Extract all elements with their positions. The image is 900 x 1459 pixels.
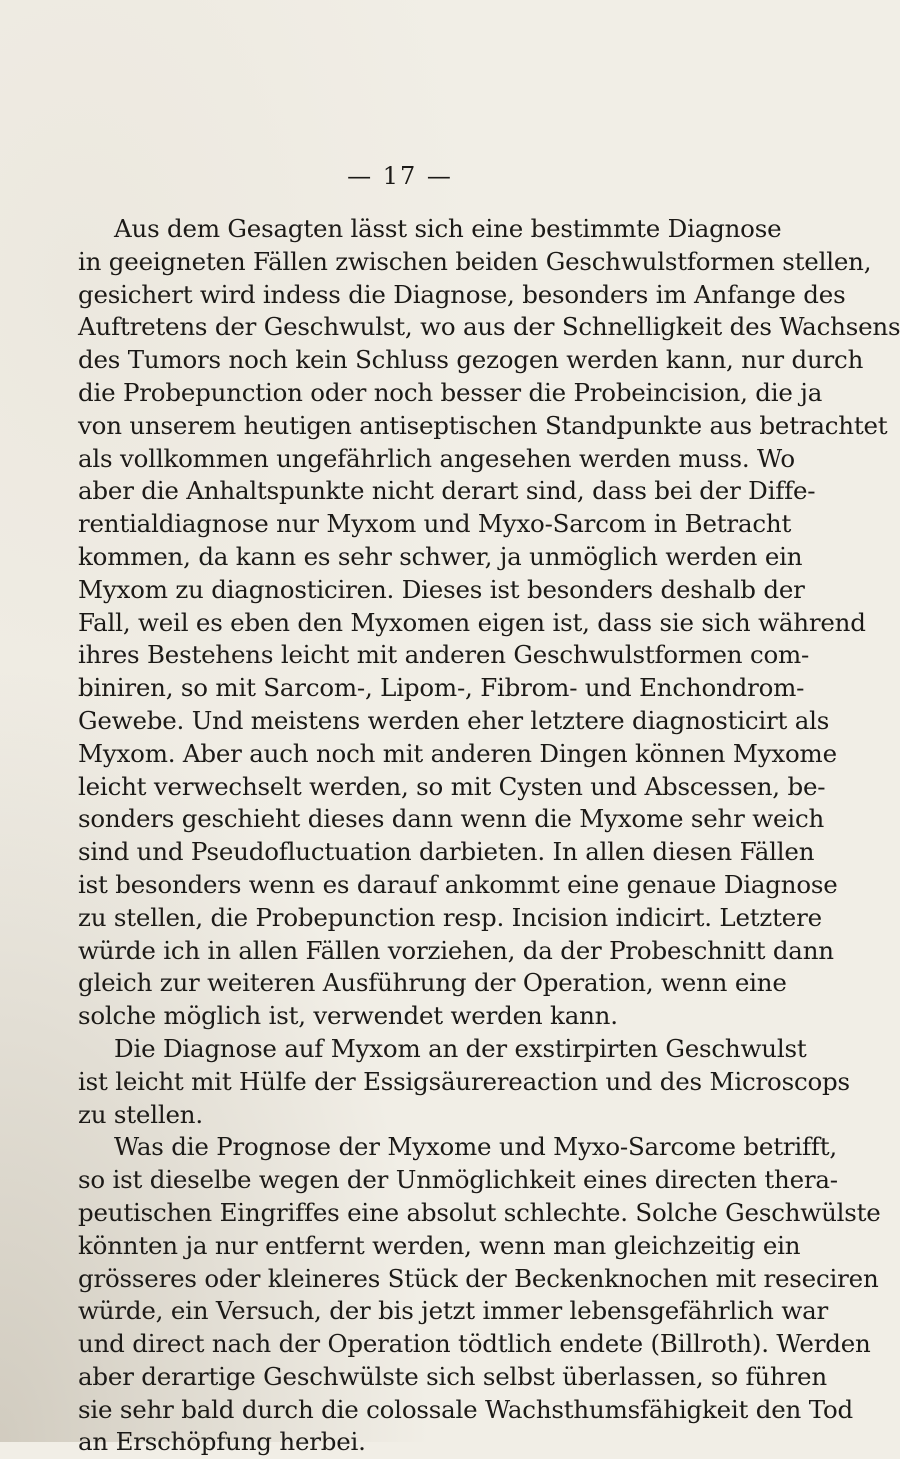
text-line: sie sehr bald durch die colossale Wachsthumsfähigkeit den Tod xyxy=(78,1394,853,1424)
text-line: Gewebe. Und meistens werden eher letztere diagnosticirt als xyxy=(78,705,830,735)
text-line: Myxom zu diagnosticiren. Dieses ist besonders deshalb der xyxy=(78,574,805,604)
text-line: kommen, da kann es sehr schwer, ja unmöglich werden ein xyxy=(78,541,803,571)
text-line: leicht verwechselt werden, so mit Cysten und Abscessen, be- xyxy=(78,771,826,801)
text-line: aber derartige Geschwülste sich selbst überlassen, so führen xyxy=(78,1361,827,1391)
text-line: Was die Prognose der Myxome und Myxo-Sarcome betrifft, xyxy=(114,1132,837,1162)
text-line: sonders geschieht dieses dann wenn die Myxome sehr weich xyxy=(78,804,825,834)
text-line: an Erschöpfung herbei. xyxy=(78,1427,366,1457)
text-line: Die Diagnose auf Myxom an der exstirpirten Geschwulst xyxy=(114,1033,807,1063)
page-number: — 17 — xyxy=(347,162,453,190)
body-text xyxy=(78,213,900,1459)
text-line: rentialdiagnose nur Myxom und Myxo-Sarcom in Betracht xyxy=(78,509,792,539)
text-line: die Probepunction oder noch besser die Probeincision, die ja xyxy=(78,377,823,407)
text-line: zu stellen, die Probepunction resp. Incision indicirt. Letztere xyxy=(78,902,822,932)
text-line: grösseres oder kleineres Stück der Beckenknochen mit reseciren xyxy=(78,1263,879,1293)
paragraph-prognosis xyxy=(78,1131,881,1459)
text-line: würde ich in allen Fällen vorziehen, da der Probeschnitt dann xyxy=(78,935,834,965)
text-line: gleich zur weiteren Ausführung der Operation, wenn eine xyxy=(78,968,787,998)
text-line: ist besonders wenn es darauf ankommt eine genaue Diagnose xyxy=(78,869,838,899)
text-line: und direct nach der Operation tödtlich endete (Billroth). Werden xyxy=(78,1329,871,1359)
text-line: so ist dieselbe wegen der Unmöglichkeit eines directen thera- xyxy=(78,1165,838,1195)
paragraph-microscopy xyxy=(78,1033,850,1131)
text-line: zu stellen. xyxy=(78,1099,203,1129)
text-line: als vollkommen ungefährlich angesehen werden muss. Wo xyxy=(78,443,795,473)
text-line: des Tumors noch kein Schluss gezogen werden kann, nur durch xyxy=(78,345,864,375)
text-line: Fall, weil es eben den Myxomen eigen ist, dass sie sich während xyxy=(78,607,866,637)
text-line: ihres Bestehens leicht mit anderen Geschwulstformen com- xyxy=(78,640,810,670)
text-line: ist leicht mit Hülfe der Essigsäurereaction und des Microscops xyxy=(78,1066,850,1096)
text-line: solche möglich ist, verwendet werden kann. xyxy=(78,1001,618,1031)
text-line: gesichert wird indess die Diagnose, besonders im Anfange des xyxy=(78,279,846,309)
paragraph-diagnosis xyxy=(78,213,900,1033)
text-line: würde, ein Versuch, der bis jetzt immer lebensgefährlich war xyxy=(78,1296,829,1326)
text-line: Myxom. Aber auch noch mit anderen Dingen können Myxome xyxy=(78,738,837,768)
text-line: sind und Pseudofluctuation darbieten. In allen diesen Fällen xyxy=(78,837,815,867)
text-line: peutischen Eingriffes eine absolut schlechte. Solche Geschwülste xyxy=(78,1197,881,1227)
text-line: in geeigneten Fällen zwischen beiden Geschwulstformen stellen, xyxy=(78,246,872,276)
text-line: von unserem heutigen antiseptischen Standpunkte aus betrachtet xyxy=(78,410,888,440)
text-line: aber die Anhaltspunkte nicht derart sind, dass bei der Diffe- xyxy=(78,476,816,506)
text-line: Aus dem Gesagten lässt sich eine bestimmte Diagnose xyxy=(114,214,782,243)
text-line: biniren, so mit Sarcom-, Lipom-, Fibrom- und Enchondrom- xyxy=(78,673,805,703)
text-line: könnten ja nur entfernt werden, wenn man gleichzeitig ein xyxy=(78,1230,801,1260)
text-line: Auftretens der Geschwulst, wo aus der Schnelligkeit des Wachsens xyxy=(78,312,900,342)
